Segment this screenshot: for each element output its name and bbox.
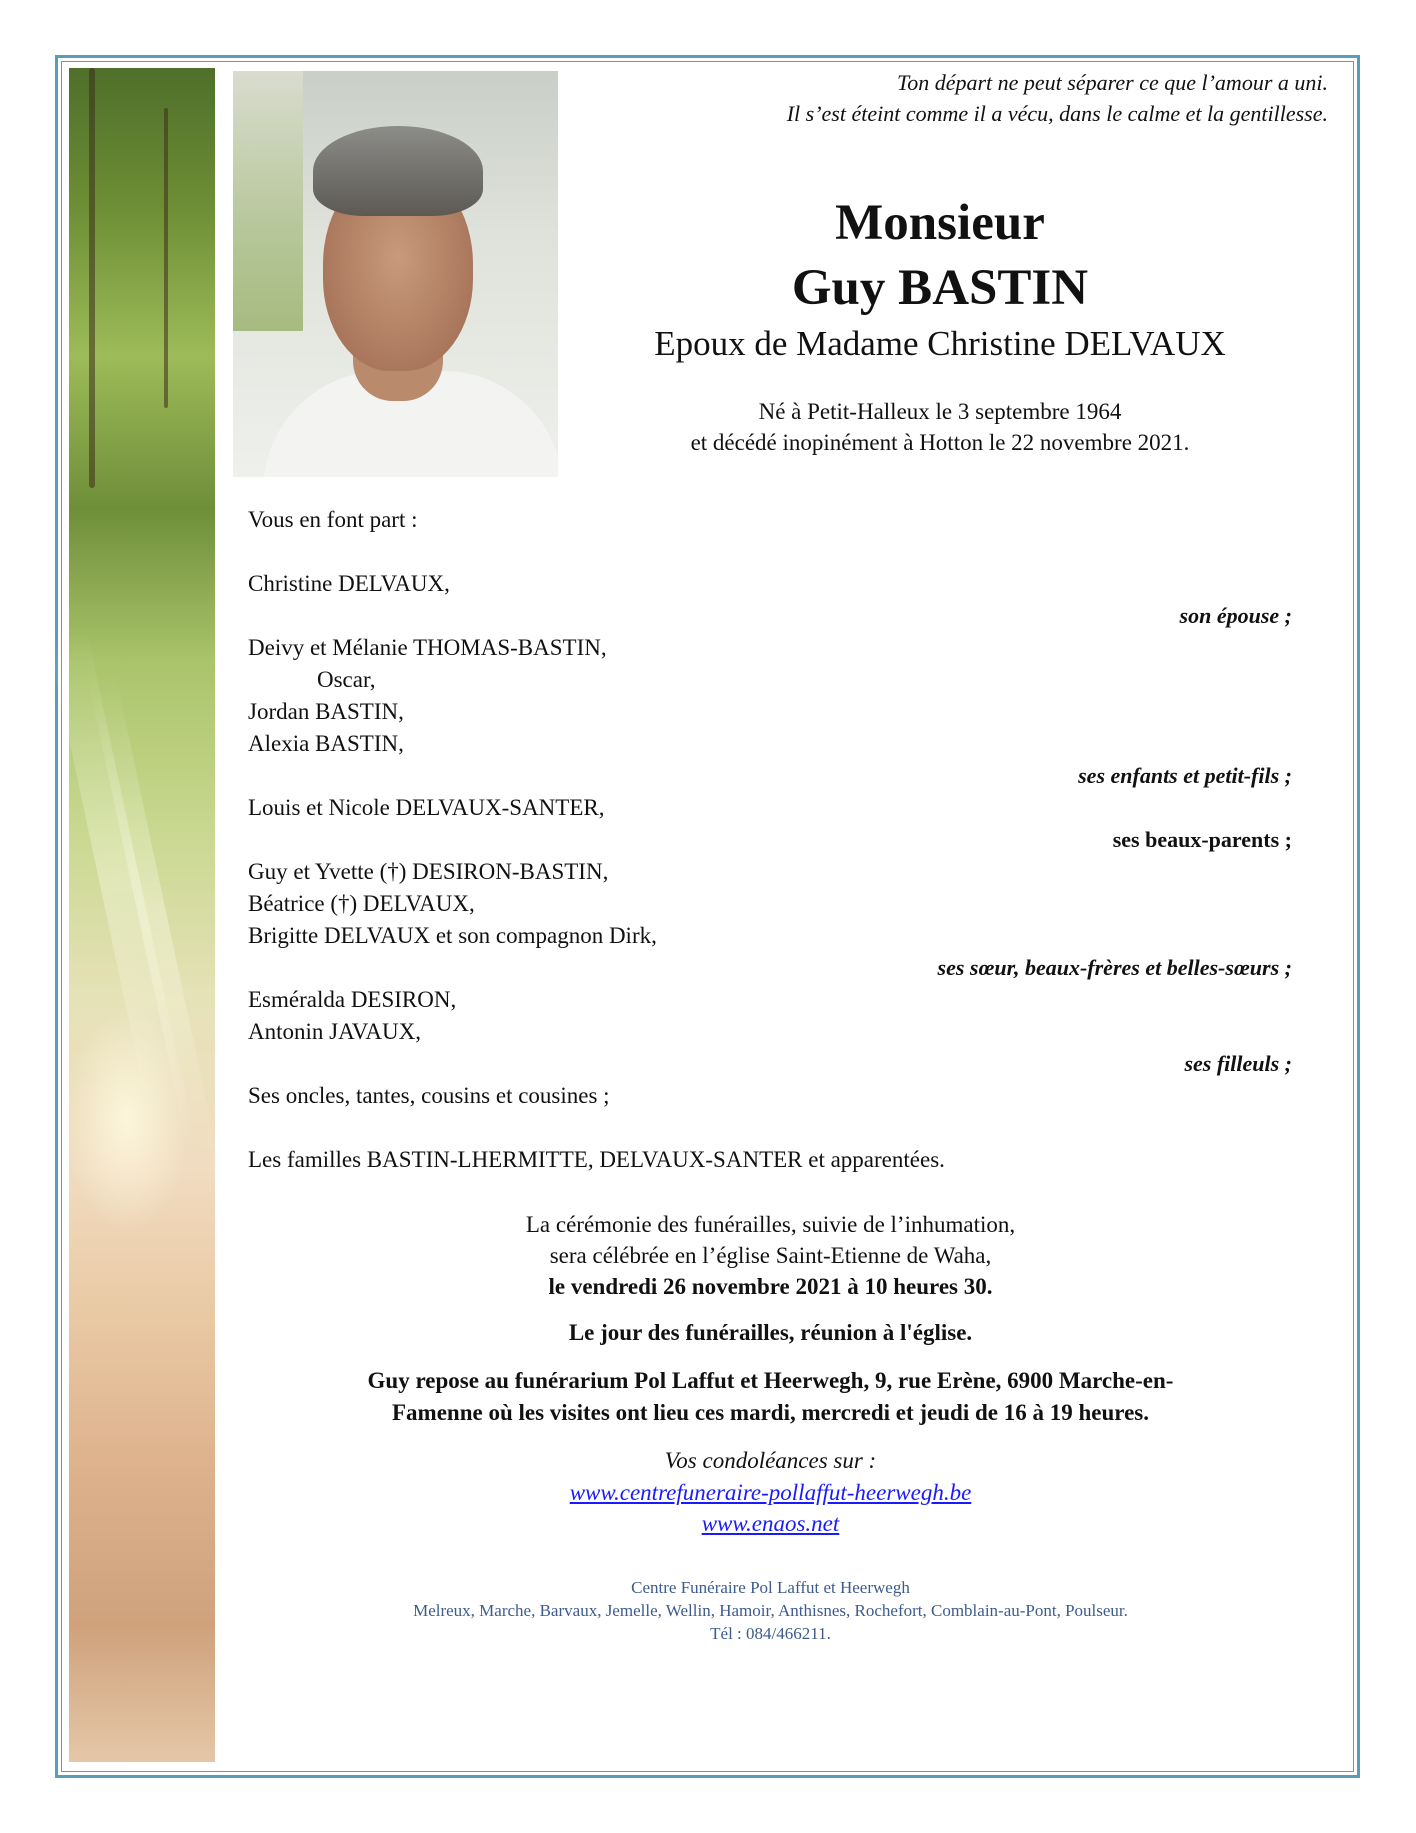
family-role: ses sœur, beaux-frères et belles-sœurs ; (937, 955, 1292, 980)
family-name: Brigitte DELVAUX et son compagnon Dirk, (248, 923, 657, 948)
family-name: Esméralda DESIRON, (248, 987, 457, 1012)
church-meeting: Le jour des funérailles, réunion à l'église. (568, 1320, 973, 1345)
condolences-link-enaos[interactable]: www.enaos.net (701, 1511, 840, 1536)
birth-line: Né à Petit-Halleux le 3 septembre 1964 (758, 399, 1122, 424)
footer-phone: Tél : 084/466211. (710, 1624, 831, 1643)
funeral-home-line-2: Famenne où les visites ont lieu ces mardi, mercredi et jeudi de 16 à 19 heures. (391, 1400, 1149, 1425)
family-role: ses beaux-parents ; (1112, 827, 1292, 852)
portrait-photo (233, 71, 558, 477)
death-line: et décédé inopinément à Hotton le 22 novembre 2021. (690, 430, 1190, 455)
ceremony-line-2: sera célébrée en l’église Saint-Etienne de Waha, (549, 1243, 992, 1268)
funeral-home-line-1: Guy repose au funérarium Pol Laffut et Heerwegh, 9, rue Erène, 6900 Marche-en- (367, 1368, 1174, 1393)
quote-line-1: Ton départ ne peut séparer ce que l’amour a uni. (897, 70, 1328, 95)
forest-path-image (69, 68, 215, 1762)
ceremony-line-1: La cérémonie des funérailles, suivie de l’inhumation, (525, 1212, 1016, 1237)
extended-family: Ses oncles, tantes, cousins et cousines ; (248, 1083, 610, 1108)
family-role: ses enfants et petit-fils ; (1078, 763, 1292, 788)
family-name: Jordan BASTIN, (248, 699, 404, 724)
family-name: Guy et Yvette (†) DESIRON-BASTIN, (248, 859, 609, 884)
condolences-label: Vos condoléances sur : (664, 1448, 877, 1473)
intro: Vous en font part : (248, 507, 418, 532)
family-role: ses filleuls ; (1184, 1051, 1292, 1076)
family-name: Louis et Nicole DELVAUX-SANTER, (248, 795, 605, 820)
deceased-name: Guy BASTIN (791, 260, 1089, 316)
footer-locations: Melreux, Marche, Barvaux, Jemelle, Wellin, Hamoir, Anthisnes, Rochefort, Comblain-au-Pont, Poulseur. (413, 1601, 1128, 1620)
family-role: son épouse ; (1179, 603, 1292, 628)
footer-company: Centre Funéraire Pol Laffut et Heerwegh (631, 1578, 910, 1597)
honorific: Monsieur (835, 195, 1045, 251)
quote-line-2: Il s’est éteint comme il a vécu, dans le calme et la gentillesse. (786, 101, 1328, 126)
ceremony-date: le vendredi 26 novembre 2021 à 10 heures 30. (548, 1274, 993, 1299)
family-name: Oscar, (317, 667, 376, 692)
spouse-line: Epoux de Madame Christine DELVAUX (654, 324, 1226, 363)
family-name: Béatrice (†) DELVAUX, (248, 891, 475, 916)
family-name: Christine DELVAUX, (248, 571, 450, 596)
families-line: Les familles BASTIN-LHERMITTE, DELVAUX-SANTER et apparentées. (248, 1147, 945, 1172)
family-name: Deivy et Mélanie THOMAS-BASTIN, (248, 635, 607, 660)
condolences-link-funeral-center[interactable]: www.centrefuneraire-pollaffut-heerwegh.be (569, 1480, 972, 1505)
family-name: Antonin JAVAUX, (248, 1019, 421, 1044)
family-name: Alexia BASTIN, (248, 731, 404, 756)
